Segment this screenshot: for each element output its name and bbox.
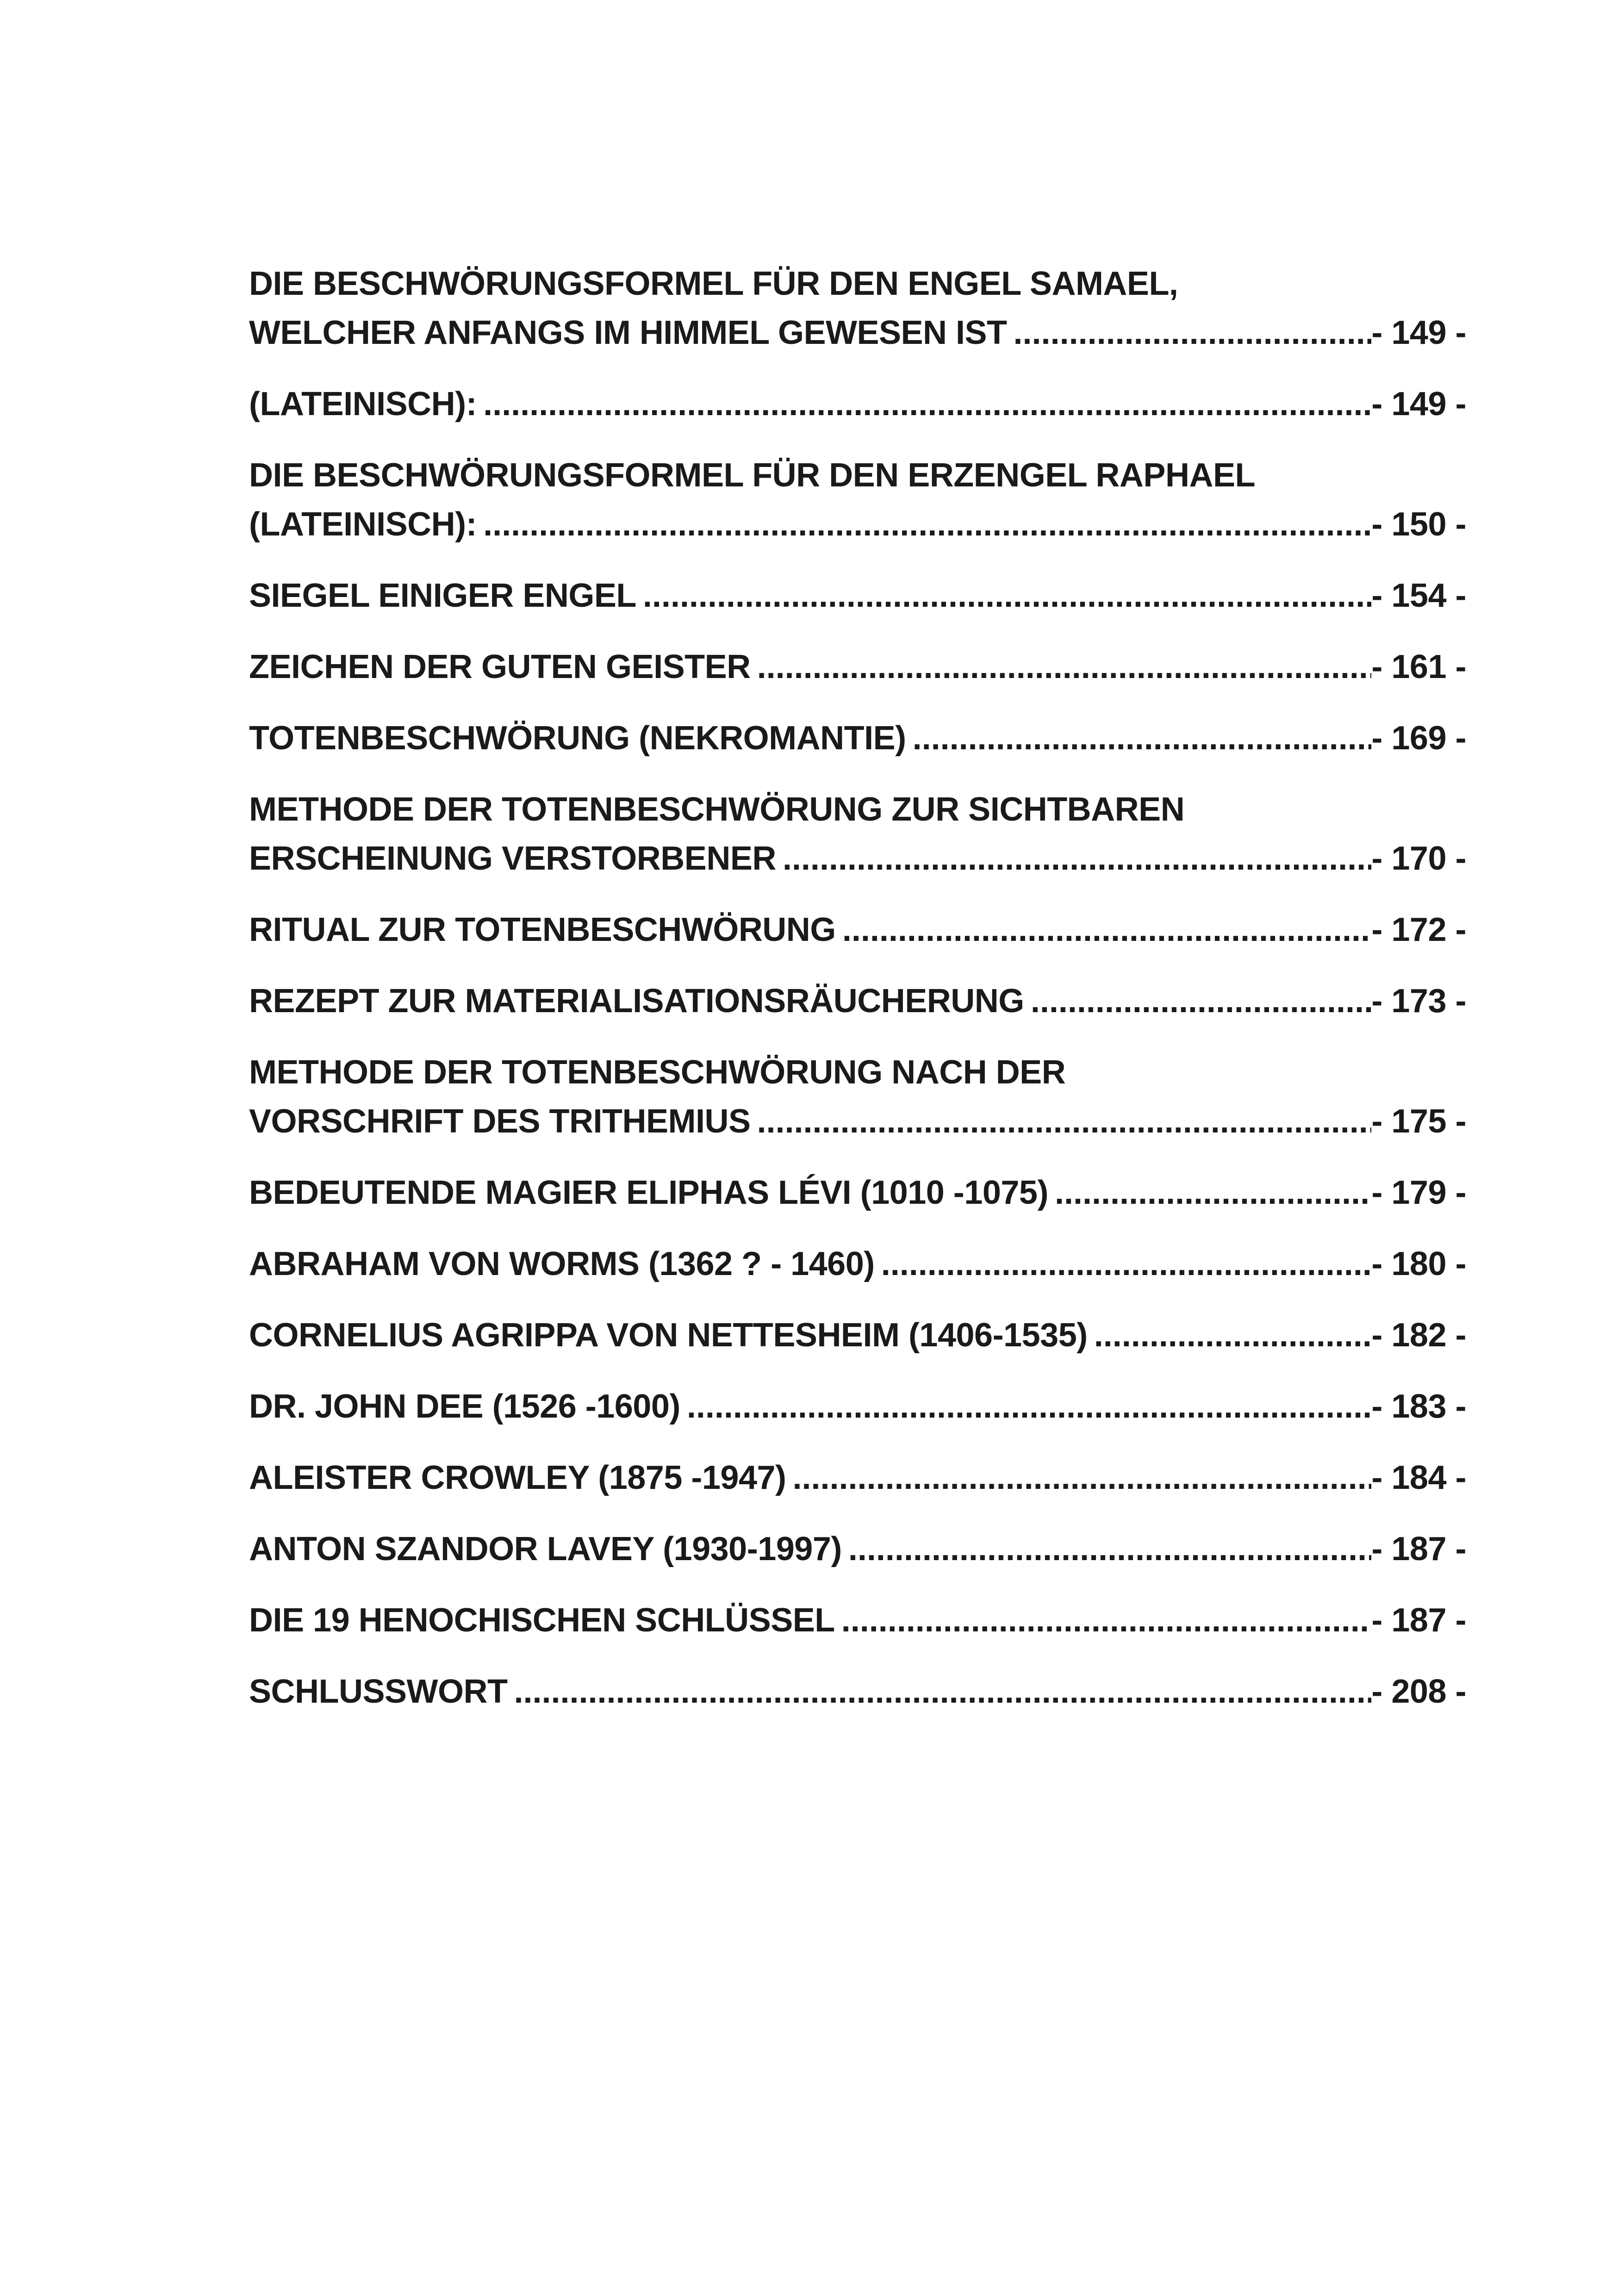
toc-page-number: - 154 - bbox=[1371, 577, 1466, 614]
dot-leader bbox=[848, 1524, 1372, 1574]
dot-leader bbox=[1014, 308, 1372, 357]
toc-entry-title: ALEISTER CROWLEY (1875 -1947) bbox=[249, 1459, 786, 1496]
dot-leader bbox=[687, 1382, 1372, 1431]
toc-page-number: - 208 - bbox=[1371, 1673, 1466, 1710]
toc-entry-title-line: DIE BESCHWÖRUNGSFORMEL FÜR DEN ENGEL SAMAEL, bbox=[249, 265, 1178, 302]
toc-entry-title: ERSCHEINUNG VERSTORBENER bbox=[249, 840, 776, 877]
toc-entry-title: CORNELIUS AGRIPPA VON NETTESHEIM (1406-1535) bbox=[249, 1317, 1088, 1354]
toc-page-number: - 187 - bbox=[1371, 1531, 1466, 1568]
toc-entry-title: (LATEINISCH): bbox=[249, 506, 477, 543]
toc-entry[interactable] bbox=[249, 380, 1466, 429]
toc-entry[interactable] bbox=[249, 642, 1466, 691]
toc-entry-title-line: METHODE DER TOTENBESCHWÖRUNG NACH DER bbox=[249, 1054, 1066, 1091]
toc-entry[interactable] bbox=[249, 571, 1466, 620]
toc-entry-title: ABRAHAM VON WORMS (1362 ? - 1460) bbox=[249, 1245, 875, 1282]
toc-entry[interactable] bbox=[249, 259, 1466, 357]
toc-page-number: - 180 - bbox=[1371, 1245, 1466, 1282]
toc-entry-title: ZEICHEN DER GUTEN GEISTER bbox=[249, 648, 751, 685]
toc-page-number: - 175 - bbox=[1371, 1103, 1466, 1140]
toc-entry[interactable] bbox=[249, 1667, 1466, 1716]
toc-entry[interactable] bbox=[249, 785, 1466, 883]
toc-entry-title-line: METHODE DER TOTENBESCHWÖRUNG ZUR SICHTBAREN bbox=[249, 791, 1185, 828]
dot-leader bbox=[783, 834, 1372, 883]
toc-entry[interactable] bbox=[249, 1168, 1466, 1217]
toc-entry-title: TOTENBESCHWÖRUNG (NEKROMANTIE) bbox=[249, 720, 906, 757]
dot-leader bbox=[793, 1453, 1372, 1502]
toc-entry-title: VORSCHRIFT DES TRITHEMIUS bbox=[249, 1103, 751, 1140]
dot-leader bbox=[842, 905, 1372, 954]
dot-leader bbox=[1031, 977, 1372, 1026]
toc-entry-title: BEDEUTENDE MAGIER ELIPHAS LÉVI (1010 -1075) bbox=[249, 1174, 1048, 1211]
table-of-contents bbox=[249, 259, 1466, 1738]
toc-entry-title: SIEGEL EINIGER ENGEL bbox=[249, 577, 636, 614]
dot-leader bbox=[881, 1239, 1372, 1288]
toc-page-number: - 169 - bbox=[1371, 720, 1466, 757]
toc-entry-title: DR. JOHN DEE (1526 -1600) bbox=[249, 1388, 680, 1425]
toc-entry-title-line: DIE BESCHWÖRUNGSFORMEL FÜR DEN ERZENGEL RAPHAEL bbox=[249, 457, 1255, 494]
toc-page-number: - 184 - bbox=[1371, 1459, 1466, 1496]
toc-page-number: - 183 - bbox=[1371, 1388, 1466, 1425]
toc-entry-title: REZEPT ZUR MATERIALISATIONSRÄUCHERUNG bbox=[249, 983, 1024, 1020]
toc-entry[interactable] bbox=[249, 1382, 1466, 1431]
toc-entry[interactable] bbox=[249, 905, 1466, 954]
dot-leader bbox=[1055, 1168, 1371, 1217]
toc-entry-title: ANTON SZANDOR LAVEY (1930-1997) bbox=[249, 1531, 842, 1568]
dot-leader bbox=[757, 642, 1372, 691]
dot-leader bbox=[757, 1097, 1372, 1146]
toc-entry-title: RITUAL ZUR TOTENBESCHWÖRUNG bbox=[249, 911, 836, 948]
toc-page-number: - 170 - bbox=[1371, 840, 1466, 877]
toc-entry[interactable] bbox=[249, 714, 1466, 763]
toc-page-number: - 149 - bbox=[1371, 314, 1466, 351]
toc-page-number: - 173 - bbox=[1371, 983, 1466, 1020]
toc-entry[interactable] bbox=[249, 1596, 1466, 1645]
toc-entry[interactable] bbox=[249, 1239, 1466, 1288]
toc-page-number: - 161 - bbox=[1371, 648, 1466, 685]
toc-page-number: - 149 - bbox=[1371, 386, 1466, 423]
dot-leader bbox=[1094, 1311, 1372, 1360]
toc-entry-title: (LATEINISCH): bbox=[249, 386, 477, 423]
toc-entry-title: DIE 19 HENOCHISCHEN SCHLÜSSEL bbox=[249, 1602, 835, 1639]
dot-leader bbox=[643, 571, 1372, 620]
toc-page-number: - 150 - bbox=[1371, 506, 1466, 543]
dot-leader bbox=[913, 714, 1372, 763]
dot-leader bbox=[514, 1667, 1371, 1716]
toc-page-number: - 182 - bbox=[1371, 1317, 1466, 1354]
dot-leader bbox=[483, 380, 1371, 429]
toc-entry[interactable] bbox=[249, 451, 1466, 549]
toc-entry[interactable] bbox=[249, 1453, 1466, 1502]
dot-leader bbox=[841, 1596, 1372, 1645]
dot-leader bbox=[483, 500, 1371, 549]
toc-page-number: - 187 - bbox=[1371, 1602, 1466, 1639]
toc-entry[interactable] bbox=[249, 1524, 1466, 1574]
toc-entry-title: SCHLUSSWORT bbox=[249, 1673, 508, 1710]
toc-entry[interactable] bbox=[249, 1311, 1466, 1360]
toc-page-number: - 179 - bbox=[1371, 1174, 1466, 1211]
toc-entry-title: WELCHER ANFANGS IM HIMMEL GEWESEN IST bbox=[249, 314, 1007, 351]
toc-entry[interactable] bbox=[249, 977, 1466, 1026]
toc-page-number: - 172 - bbox=[1371, 911, 1466, 948]
toc-entry[interactable] bbox=[249, 1048, 1466, 1146]
